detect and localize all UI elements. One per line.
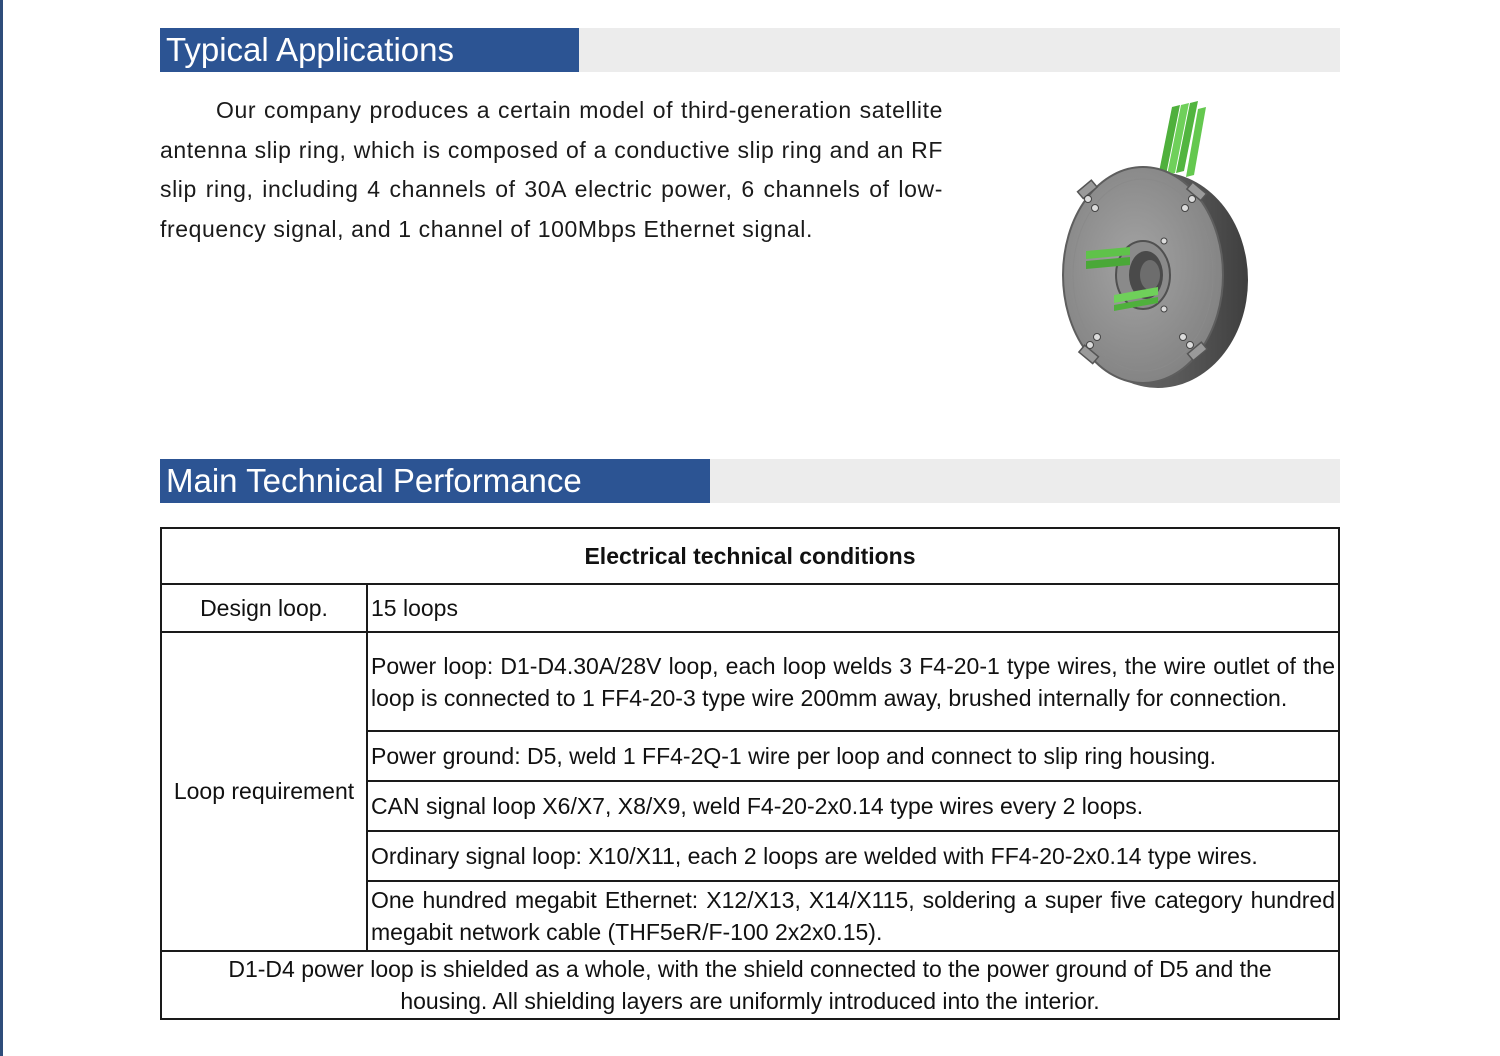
left-edge-rule [0, 0, 3, 1056]
requirement-ethernet: One hundred megabit Ethernet: X12/X13, X14/X115, soldering a super five category hundred megabit network cable (THF5eR/F-100 2x2x0.15). [367, 881, 1339, 951]
slip-ring-image [1040, 95, 1270, 395]
design-loop-value: 15 loops [367, 584, 1339, 632]
applications-paragraph: Our company produces a certain model of third-generation satellite antenna slip ring, which is composed of a conductive slip ring and an RF slip ring, including 4 channels of 30A electric power, 6 channels of low-frequency signal, and 1 channel of 100Mbps Ethernet signal. [160, 97, 943, 242]
typical-applications-header [160, 28, 1340, 72]
top-wire-bundle [1158, 101, 1206, 177]
table-caption-row [161, 528, 1339, 584]
shielding-note: D1-D4 power loop is shielded as a whole, with the shield connected to the power ground of D5 and the housing. All shielding layers are uniformly introduced into the interior. [161, 951, 1339, 1019]
section-title-main-technical-performance: Main Technical Performance [160, 459, 710, 503]
table-caption: Electrical technical conditions [161, 528, 1339, 584]
requirement-power-loop: Power loop: D1-D4.30A/28V loop, each loop welds 3 F4-20-1 type wires, the wire outlet of the loop is connected to 1 FF4-20-3 type wire 200mm away, brushed internally for connection. [367, 632, 1339, 731]
table-footer-row [161, 951, 1339, 1019]
loop-requirement-label: Loop requirement [161, 632, 367, 951]
requirement-can-signal: CAN signal loop X6/X7, X8/X9, weld F4-20-2x0.14 type wires every 2 loops. [367, 781, 1339, 831]
table-row [161, 584, 1339, 632]
main-technical-performance-header [160, 459, 1340, 503]
requirement-power-ground: Power ground: D5, weld 1 FF4-2Q-1 wire per loop and connect to slip ring housing. [367, 731, 1339, 781]
requirement-ordinary-signal: Ordinary signal loop: X10/X11, each 2 loops are welded with FF4-20-2x0.14 type wires. [367, 831, 1339, 881]
electrical-conditions-table [160, 527, 1340, 1020]
table-row [161, 632, 1339, 731]
section-title-typical-applications: Typical Applications [160, 28, 579, 72]
design-loop-label: Design loop. [161, 584, 367, 632]
